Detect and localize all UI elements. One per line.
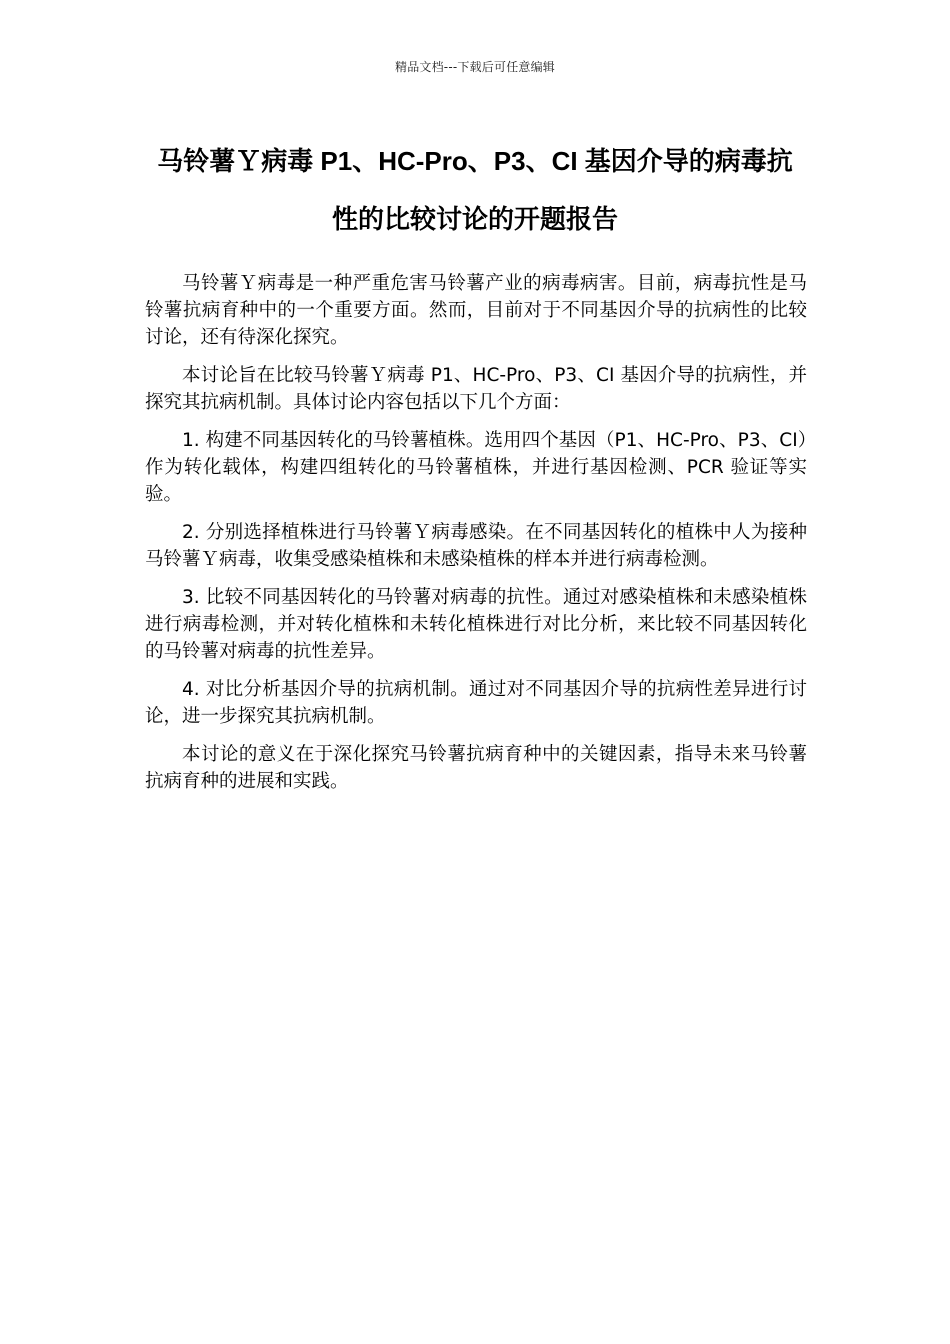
document-title: 马铃薯Ｙ病毒 P1、HC-Pro、P3、CI 基因介导的病毒抗性的比较讨论的开题报告: [157, 146, 793, 234]
paragraph-significance: 本讨论的意义在于深化探究马铃薯抗病育种中的关键因素，指导未来马铃薯抗病育种的进展和实践。: [145, 744, 807, 792]
page-header-note: 精品文档---下载后可任意编辑: [395, 60, 555, 74]
paragraph-intro: 马铃薯Ｙ病毒是一种严重危害马铃薯产业的病毒病害。目前，病毒抗性是马铃薯抗病育种中的一个重要方面。然而，目前对于不同基因介导的抗病性的比较讨论，还有待深化探究。: [145, 273, 807, 348]
paragraph-item-2: 2. 分别选择植株进行马铃薯Ｙ病毒感染。在不同基因转化的植株中人为接种马铃薯Ｙ病毒，收集受感染植株和未感染植株的样本并进行病毒检测。: [145, 522, 807, 570]
paragraph-item-1: 1. 构建不同基因转化的马铃薯植株。选用四个基因（P1、HC-Pro、P3、CI）作为转化载体，构建四组转化的马铃薯植株，并进行基因检测、PCR 验证等实验。: [145, 430, 807, 505]
paragraph-item-4: 4. 对比分析基因介导的抗病机制。通过对不同基因介导的抗病性差异进行讨论，进一步探究其抗病机制。: [145, 679, 807, 727]
document-body: [145, 270, 807, 806]
paragraph-aim: 本讨论旨在比较马铃薯Ｙ病毒 P1、HC-Pro、P3、CI 基因介导的抗病性，并探究其抗病机制。具体讨论内容包括以下几个方面：: [145, 365, 807, 413]
paragraph-item-3: 3. 比较不同基因转化的马铃薯对病毒的抗性。通过对感染植株和未感染植株进行病毒检测，并对转化植株和未转化植株进行对比分析，来比较不同基因转化的马铃薯对病毒的抗性差异。: [145, 587, 807, 662]
